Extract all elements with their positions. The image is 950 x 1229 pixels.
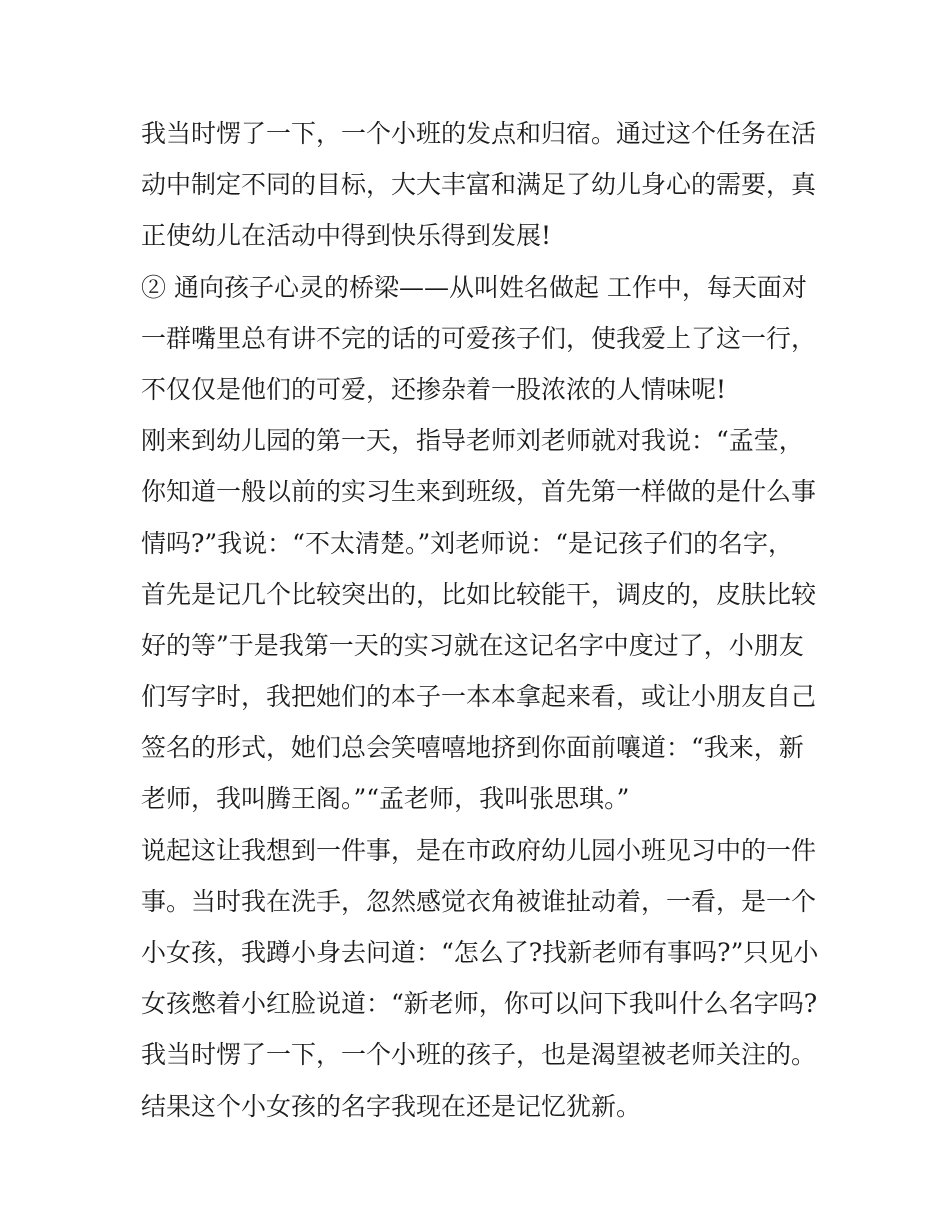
text-line: 小女孩，我蹲小身去问道：“怎么了?找新老师有事吗?”只见小: [141, 938, 819, 967]
text-line: 签名的形式，她们总会笑嘻嘻地挤到你面前嚷道：“我来，新: [141, 733, 804, 763]
text-line: 事。当时我在洗手，忽然感觉衣角被谁扯动着，一看，是一个: [141, 886, 817, 916]
text-line: ② 通向孩子心灵的桥梁——从叫姓名做起 工作中，每天面对: [141, 272, 807, 302]
text-line: 好的等”于是我第一天的实习就在这记名字中度过了，小朋友: [141, 630, 804, 660]
text-line: 情吗?”我说：“不太清楚。”刘老师说：“是记孩子们的名字，: [141, 528, 794, 558]
text-line: 老师，我叫腾王阁。”“孟老师，我叫张思琪。”: [141, 784, 630, 814]
text-line: 动中制定不同的目标，大大丰富和满足了幼儿身心的需要，真: [141, 170, 817, 200]
text-line: 女孩憋着小红脸说道：“新老师，你可以问下我叫什么名字吗?: [141, 989, 818, 1019]
text-line: 不仅仅是他们的可爱，还掺杂着一股浓浓的人情味呢!: [141, 374, 727, 404]
text-line: 说起这让我想到一件事，是在市政府幼儿园小班见习中的一件: [141, 835, 817, 865]
body-text: [141, 108, 821, 1132]
text-line: 一群嘴里总有讲不完的话的可爱孩子们，使我爱上了这一行，: [141, 323, 817, 353]
text-line: 刚来到幼儿园的第一天，指导老师刘老师就对我说：“孟莹，: [141, 426, 804, 456]
text-line: 结果这个小女孩的名字我现在还是记忆犹新。: [141, 1091, 642, 1121]
text-line: 你知道一般以前的实习生来到班级，首先第一样做的是什么事: [141, 477, 817, 507]
text-line: 我当时愣了一下，一个小班的孩子，也是渴望被老师关注的。: [141, 1040, 817, 1070]
text-line: 正使幼儿在活动中得到快乐得到发展!: [141, 221, 552, 251]
text-line: 首先是记几个比较突出的，比如比较能干，调皮的，皮肤比较: [141, 579, 817, 609]
text-line: 们写字时，我把她们的本子一本本拿起来看，或让小朋友自己: [141, 682, 817, 712]
text-line: 我当时愣了一下，一个小班的发点和归宿。通过这个任务在活: [141, 119, 817, 148]
